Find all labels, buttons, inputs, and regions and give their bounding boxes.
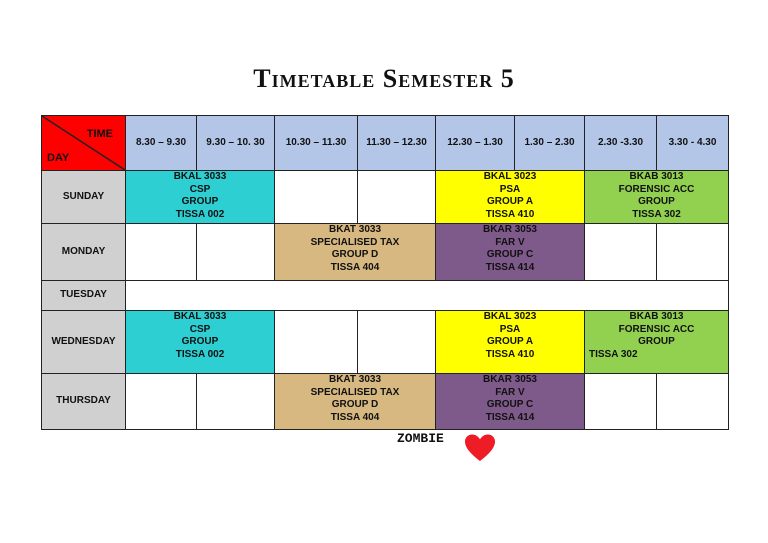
day-monday: MONDAY xyxy=(42,224,126,281)
class-specialised-tax: BKAT 3033 SPECIALISED TAX GROUP D TISSA 404 xyxy=(275,374,436,430)
empty-cell xyxy=(358,171,436,224)
empty-cell xyxy=(197,224,275,281)
row-wednesday xyxy=(42,311,729,374)
slot-header: 11.30 – 12.30 xyxy=(358,116,436,171)
empty-cell xyxy=(275,171,358,224)
slot-header: 9.30 – 10. 30 xyxy=(197,116,275,171)
class-forensic: BKAB 3013 FORENSIC ACC GROUP TISSA 302 xyxy=(585,311,729,374)
heart-icon xyxy=(464,433,496,463)
class-far-v: BKAR 3053 FAR V GROUP C TISSA 414 xyxy=(436,374,585,430)
empty-cell xyxy=(585,374,657,430)
slot-header: 1.30 – 2.30 xyxy=(515,116,585,171)
corner-cell xyxy=(42,116,126,171)
slot-header: 3.30 - 4.30 xyxy=(657,116,729,171)
page-title: Timetable Semester 5 xyxy=(253,64,515,93)
timetable xyxy=(41,115,729,430)
class-far-v: BKAR 3053 FAR V GROUP C TISSA 414 xyxy=(436,224,585,281)
slot-header: 2.30 -3.30 xyxy=(585,116,657,171)
class-psa: BKAL 3023 PSA GROUP A TISSA 410 xyxy=(436,171,585,224)
row-sunday xyxy=(42,171,729,224)
row-thursday xyxy=(42,374,729,430)
signature-text: ZOMBIE xyxy=(397,431,444,446)
empty-cell xyxy=(657,374,729,430)
slot-header: 12.30 – 1.30 xyxy=(436,116,515,171)
day-label: DAY xyxy=(47,151,70,164)
empty-cell xyxy=(197,374,275,430)
class-csp: BKAL 3033 CSP GROUP TISSA 002 xyxy=(126,171,275,224)
slot-header: 8.30 – 9.30 xyxy=(126,116,197,171)
day-sunday: SUNDAY xyxy=(42,171,126,224)
empty-cell xyxy=(358,311,436,374)
day-thursday: THURSDAY xyxy=(42,374,126,430)
header-row xyxy=(42,116,729,171)
class-forensic: BKAB 3013 FORENSIC ACC GROUP TISSA 302 xyxy=(585,171,729,224)
row-tuesday xyxy=(42,281,729,311)
class-csp: BKAL 3033 CSP GROUP TISSA 002 xyxy=(126,311,275,374)
day-tuesday: TUESDAY xyxy=(42,281,126,311)
empty-cell xyxy=(657,224,729,281)
slot-header: 10.30 – 11.30 xyxy=(275,116,358,171)
empty-cell xyxy=(126,374,197,430)
time-label: TIME xyxy=(86,128,113,140)
empty-cell xyxy=(585,224,657,281)
empty-row xyxy=(126,281,729,311)
row-monday xyxy=(42,224,729,281)
empty-cell xyxy=(126,224,197,281)
class-psa: BKAL 3023 PSA GROUP A TISSA 410 xyxy=(436,311,585,374)
day-wednesday: WEDNESDAY xyxy=(42,311,126,374)
class-specialised-tax: BKAT 3033 SPECIALISED TAX GROUP D TISSA 404 xyxy=(275,224,436,281)
empty-cell xyxy=(275,311,358,374)
